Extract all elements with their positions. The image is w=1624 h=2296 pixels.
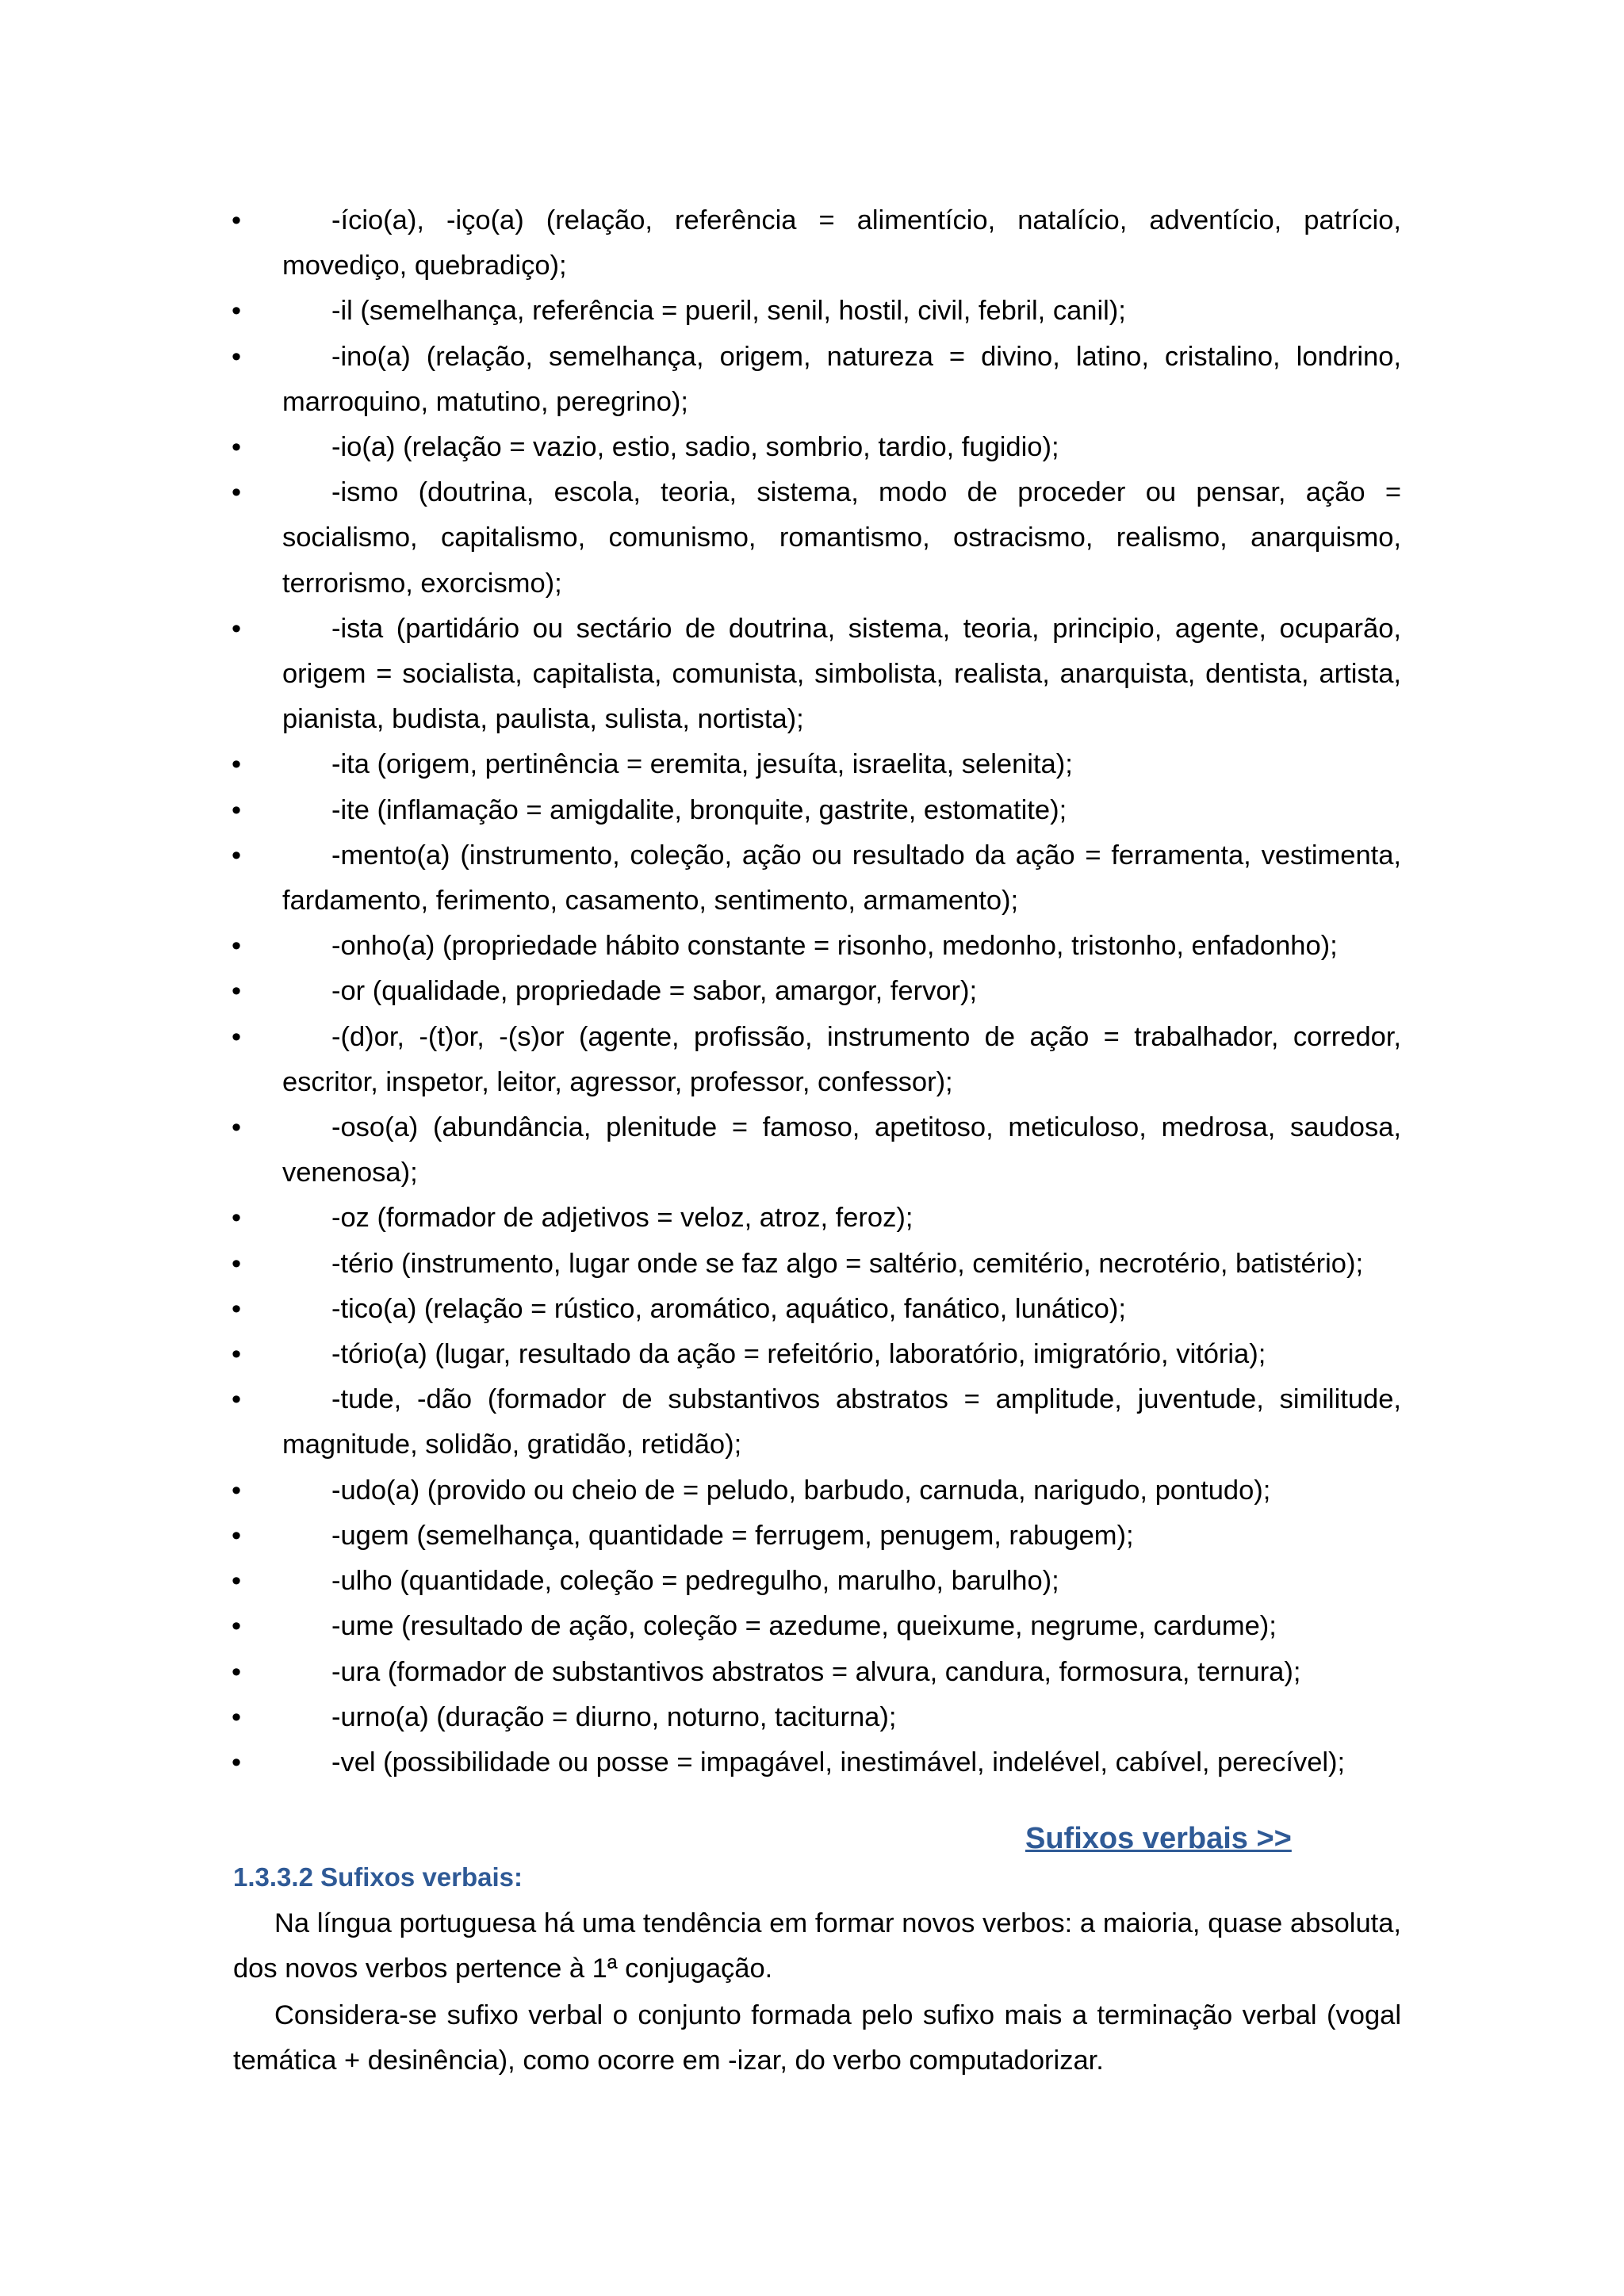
bullet-icon: • (232, 477, 242, 508)
bullet-icon: • (232, 976, 242, 1007)
list-item-text: -oz (formador de adjetivos = veloz, atroz, feroz); (331, 1203, 914, 1234)
bullet-icon: • (232, 1475, 242, 1506)
bullet-icon: • (232, 1566, 242, 1597)
list-item-text: -ulho (quantidade, coleção = pedregulho, marulho, barulho); (331, 1566, 1059, 1597)
list-item (233, 1242, 1401, 1287)
list-item-text: -ita (origem, pertinência = eremita, jesuíta, israelita, selenita); (331, 749, 1073, 780)
bullet-icon: • (232, 840, 242, 871)
list-item (233, 1740, 1401, 1785)
list-item (233, 1559, 1401, 1604)
body-paragraph: Considera-se sufixo verbal o conjunto formada pelo sufixo mais a terminação verbal (vogal temática + desinência), como ocorre em -izar, do verbo computadorizar. (233, 2000, 1401, 2076)
list-item-text: -ício(a), -iço(a) (relação, referência = alimentício, natalício, adventício, patrício, movediço, quebradiço); (282, 205, 1401, 281)
list-item-text: -onho(a) (propriedade hábito constante = risonho, medonho, tristonho, enfadonho); (331, 931, 1338, 962)
list-item (233, 924, 1401, 969)
list-item (233, 742, 1401, 787)
list-item-text: -udo(a) (provido ou cheio de = peludo, barbudo, carnuda, narigudo, pontudo); (331, 1475, 1271, 1506)
list-item-text: -ugem (semelhança, quantidade = ferrugem, penugem, rabugem); (331, 1520, 1134, 1551)
list-item (233, 1650, 1401, 1695)
list-item-text: -mento(a) (instrumento, coleção, ação ou resultado da ação = ferramenta, vestimenta, fardamento, ferimento, casamento, sentimento, armamento); (282, 840, 1401, 916)
list-item-text: -ismo (doutrina, escola, teoria, sistema, modo de proceder ou pensar, ação = socialismo, capitalismo, comunismo, romantismo, ostracismo, realismo, anarquismo, terrorismo, exorcismo); (282, 477, 1401, 599)
list-item-text: -(d)or, -(t)or, -(s)or (agente, profissão, instrumento de ação = trabalhador, corredor, escritor, inspetor, leitor, agressor, professor, confessor); (282, 1021, 1401, 1097)
bullet-icon: • (232, 1747, 242, 1777)
sufixos-verbais-link[interactable]: Sufixos verbais >> (1025, 1822, 1292, 1855)
list-item (233, 1015, 1401, 1105)
list-item (233, 1287, 1401, 1332)
list-item (233, 335, 1401, 425)
bullet-icon: • (232, 613, 242, 644)
list-item (233, 289, 1401, 334)
bullet-icon: • (232, 1384, 242, 1415)
bullet-icon: • (232, 341, 242, 372)
list-item-text: -vel (possibilidade ou posse = impagável, inestimável, indelével, cabível, perecível); (331, 1747, 1346, 1777)
bullet-icon: • (232, 1611, 242, 1642)
bullet-icon: • (232, 1293, 242, 1324)
list-item-text: -tério (instrumento, lugar onde se faz algo = saltério, cemitério, necrotério, batistério); (331, 1248, 1364, 1279)
list-item (233, 969, 1401, 1014)
list-item-text: -ura (formador de substantivos abstratos = alvura, candura, formosura, ternura); (331, 1656, 1301, 1687)
bullet-icon: • (232, 1656, 242, 1687)
bullet-icon: • (232, 1339, 242, 1370)
list-item-text: -ino(a) (relação, semelhança, origem, natureza = divino, latino, cristalino, londrino, marroquino, matutino, peregrino); (282, 341, 1401, 417)
bullet-icon: • (232, 749, 242, 780)
bullet-icon: • (232, 432, 242, 463)
suffix-list (233, 198, 1401, 1785)
list-item (233, 1105, 1401, 1196)
list-item (233, 833, 1401, 924)
list-item-text: -urno(a) (duração = diurno, noturno, taciturna); (331, 1701, 897, 1732)
list-item (233, 788, 1401, 833)
list-item (233, 1196, 1401, 1241)
bullet-icon: • (232, 1701, 242, 1732)
bullet-icon: • (232, 1248, 242, 1279)
bullet-icon: • (232, 1021, 242, 1052)
list-item (233, 607, 1401, 743)
list-item-text: -ite (inflamação = amigdalite, bronquite, gastrite, estomatite); (331, 794, 1067, 825)
list-item (233, 1377, 1401, 1468)
list-item (233, 1513, 1401, 1559)
bullet-icon: • (232, 205, 242, 235)
bullet-icon: • (232, 1203, 242, 1234)
bullet-icon: • (232, 794, 242, 825)
list-item-text: -oso(a) (abundância, plenitude = famoso, apetitoso, meticuloso, medrosa, saudosa, venenosa); (282, 1112, 1401, 1188)
list-item (233, 1468, 1401, 1513)
bullet-icon: • (232, 1520, 242, 1551)
bullet-icon: • (232, 931, 242, 962)
list-item-text: -tico(a) (relação = rústico, aromático, aquático, fanático, lunático); (331, 1293, 1126, 1324)
section-heading: 1.3.3.2 Sufixos verbais: (233, 1862, 523, 1892)
list-item-text: -tório(a) (lugar, resultado da ação = refeitório, laboratório, imigratório, vitória); (331, 1339, 1266, 1370)
list-item-text: -ume (resultado de ação, coleção = azedume, queixume, negrume, cardume); (331, 1611, 1277, 1642)
list-item-text: -tude, -dão (formador de substantivos abstratos = amplitude, juventude, similitude, magnitude, solidão, gratidão, retidão); (282, 1384, 1401, 1460)
bullet-icon: • (232, 296, 242, 327)
list-item (233, 470, 1401, 607)
list-item-text: -il (semelhança, referência = pueril, senil, hostil, civil, febril, canil); (331, 296, 1126, 327)
body-paragraph: Na língua portuguesa há uma tendência em formar novos verbos: a maioria, quase absoluta, dos novos verbos pertence à 1ª conjugação. (233, 1908, 1401, 1984)
list-item-text: -or (qualidade, propriedade = sabor, amargor, fervor); (331, 976, 978, 1007)
list-item (233, 1332, 1401, 1377)
bullet-icon: • (232, 1112, 242, 1143)
list-item-text: -io(a) (relação = vazio, estio, sadio, sombrio, tardio, fugidio); (331, 432, 1059, 463)
list-item (233, 425, 1401, 470)
list-item (233, 198, 1401, 289)
list-item (233, 1695, 1401, 1740)
list-item-text: -ista (partidário ou sectário de doutrina, sistema, teoria, principio, agente, ocuparão, origem = socialista, capitalista, comunista, simbolista, realista, anarquista, dentista, artista, pianista, budista, paulista, sulista, nortista); (282, 613, 1401, 735)
list-item (233, 1604, 1401, 1649)
